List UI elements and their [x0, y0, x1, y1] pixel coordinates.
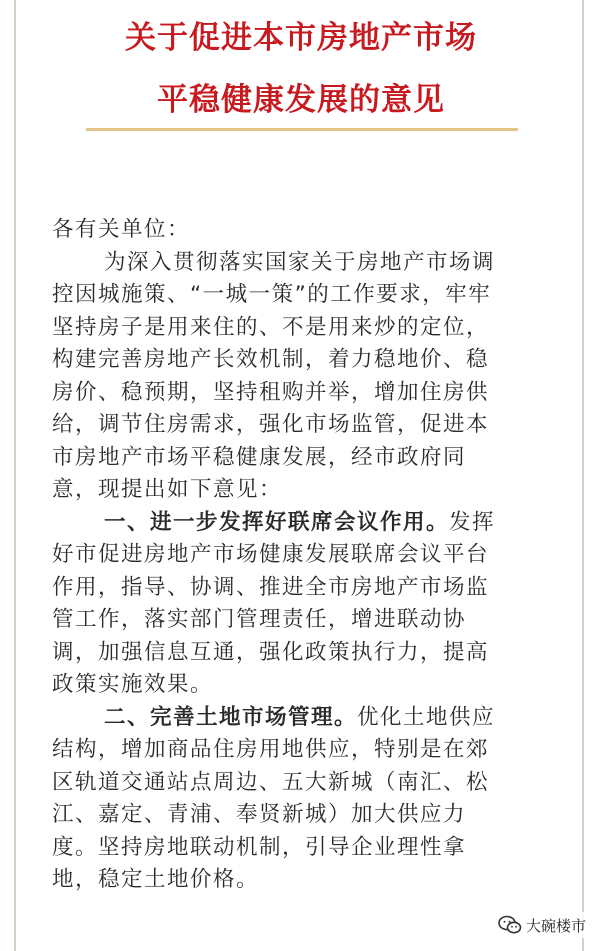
title-divider [86, 128, 518, 131]
section-1-heading: 一、进一步发挥好联席会议作用。 [104, 509, 450, 535]
paragraph-line: 调，加强信息互通，强化政策执行力，提高 [52, 639, 490, 665]
paragraph-line: 坚持房子是用来住的、不是用来炒的定位， [52, 314, 490, 340]
paragraph-line: 区轨道交通站点周边、五大新城（南汇、松 [52, 769, 490, 795]
watermark-label: 大碗楼市 [525, 916, 586, 935]
paragraph-line: 结构，增加商品住房用地供应，特别是在郊 [52, 737, 490, 762]
section-2-heading: 二、完善土地市场管理。 [104, 704, 358, 730]
paragraph-line: 意，现提出如下意见： [52, 477, 283, 502]
source-watermark [498, 912, 588, 938]
paragraph-line: 控因城施策、“一城一策”的工作要求，牢牢 [52, 282, 492, 307]
paragraph-line: 度。坚持房地联动机制，引导企业理性拿 [52, 834, 467, 860]
paragraph-line: 政策实施效果。 [52, 672, 214, 697]
section-2-first-tail: 优化土地供应 [357, 704, 496, 730]
paragraph-line: 市房地产市场平稳健康发展，经市政府同 [52, 444, 467, 470]
wechat-icon [498, 915, 522, 935]
paragraph-line: 管工作，落实部门管理责任，增进联动协 [52, 607, 467, 632]
section-1-first-tail: 发挥 [449, 509, 496, 535]
document-title-line-2: 平稳健康发展的意见 [157, 82, 445, 118]
document-title-line-1: 关于促进本市房地产市场 [125, 20, 477, 56]
section-2-first-line [52, 702, 562, 735]
paragraph-line: 作用，指导、协调、推进全市房地产市场监 [52, 574, 490, 600]
salutation: 各有关单位： [52, 217, 191, 242]
paragraph-line: 构建完善房地产长效机制，着力稳地价、稳 [52, 347, 490, 372]
section-1-first-line [52, 507, 562, 540]
paragraph-line: 房价、稳预期，坚持租购并举，增加住房供 [52, 379, 490, 405]
paragraph-line: 好市促进房地产市场健康发展联席会议平台 [52, 542, 490, 567]
document-body [52, 214, 562, 897]
paragraph-line: 江、嘉定、青浦、奉贤新城）加大供应力 [52, 802, 467, 827]
paragraph-line: 给，调节住房需求，强化市场监管，促进本 [52, 412, 490, 437]
paragraph-line: 为深入贯彻落实国家关于房地产市场调 [104, 249, 496, 275]
paragraph-line: 地，稳定土地价格。 [52, 867, 260, 892]
